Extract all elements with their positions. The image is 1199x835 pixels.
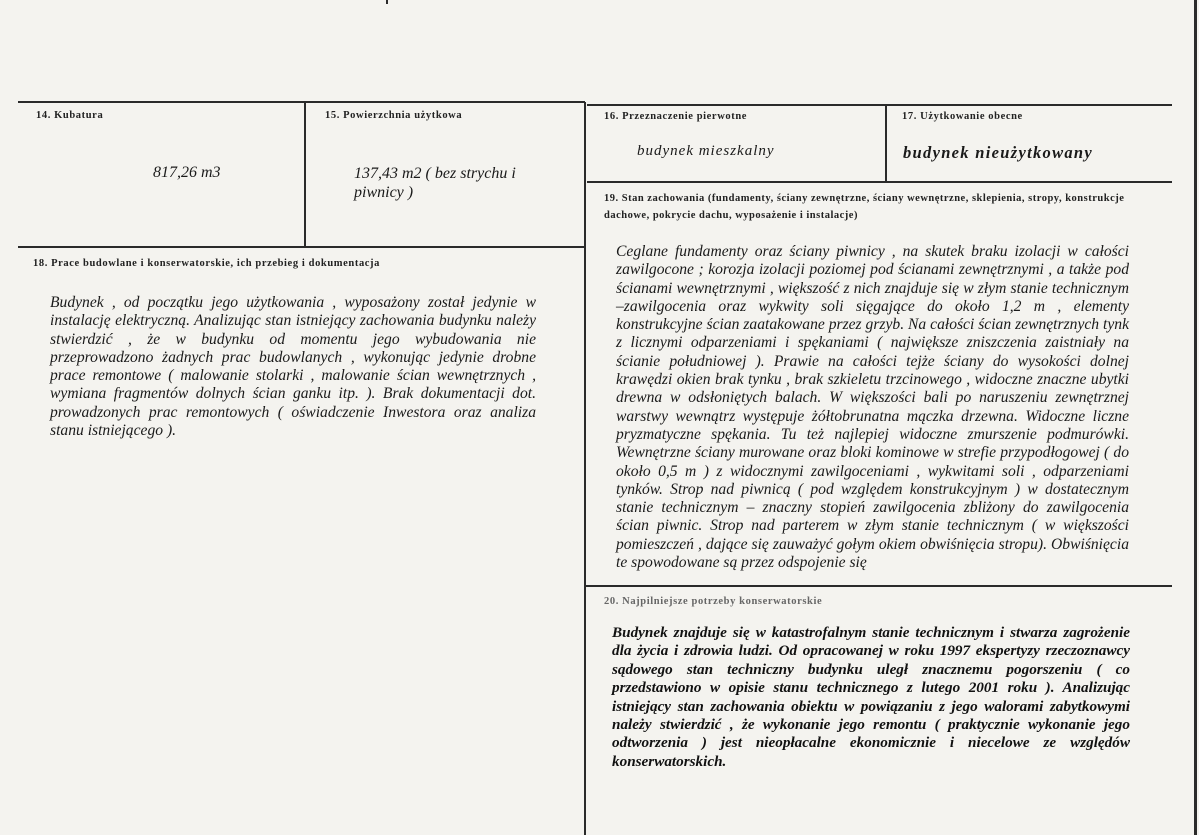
kubatura-value: 817,26 m3	[153, 164, 221, 181]
top-rule-right	[587, 104, 1172, 106]
top-rule-left	[18, 101, 585, 103]
przeznaczenie-value: budynek mieszkalny	[637, 143, 775, 159]
prace-budowlane-label: 18. Prace budowlane i konserwatorskie, ich przebieg i dokumentacja	[33, 258, 381, 269]
stan-zachowania-label: 19. Stan zachowania (fundamenty, ściany zewnętrzne, ściany wewnętrzne, sklepienia, stropy, konstrukcje dachowe, pokrycie dachu, wyposażenie i instalacje)	[604, 193, 1125, 221]
stan-zachowania-text: Ceglane fundamenty oraz ściany piwnicy , na skutek braku izolacji w całości zawilgocone ; korozja izolacji poziomej pod ścianami zewnętrznymi , a także pod ścianami wewnętrznymi , większość z nich znajduje się w złym stanie technicznym –zawilgocenia oraz wykwity soli sięgające do około 1,2 m , elementy konstrukcyjne ścian zaatakowane przez grzyb. Na całości ścian zewnętrznych tynk z licznymi odparzeniami i spękaniami ( największe zniszczenia zaistniały na ścianie południowej ). Prawie na całości tejże ściany do wysokości dolnej krawędzi okien brak tynku , brak szkieletu trzcinowego , widoczne znaczne ubytki drewna w odsłoniętych balach. W większości bali po naruszeniu zewnętrznej warstwy wewnątrz występuje żółtobrunatna mączka drzewna. Widoczne liczne pryzmatyczne spękania. Tu też najlepiej widoczne zmurszenie podmurówki. Wewnętrzne ściany murowane oraz bloki kominowe w strefie przypodłogowej ( do około 0,5 m ) z widocznymi zawilgoceniami , wykwitami soli , odparzeniami tynków. Strop nad piwnicą ( pod względem konstrukcyjnym ) w dostatecznym stanie technicznym – znaczny stopień zawilgocenia zbliżony do zawilgocenia ścian piwnic. Strop nad parterem w złym stanie technicznym ( w większości pomieszczeń , dające się zauważyć gołym okiem obwiśnięcia stropu). Obwiśnięcia te spowodowane są przez odspojenie się	[616, 243, 1129, 572]
przeznaczenie-label: 16. Przeznaczenie pierwotne	[604, 111, 748, 122]
potrzeby-label: 20. Najpilniejsze potrzeby konserwatorskie	[604, 596, 823, 607]
powierzchnia-label: 15. Powierzchnia użytkowa	[325, 110, 463, 121]
divider-left-right	[584, 102, 586, 835]
powierzchnia-value: 137,43 m2 ( bez strychu i piwnicy )	[354, 165, 516, 201]
stan-zachowania-clip	[612, 243, 1132, 587]
prace-budowlane-text: Budynek , od początku jego użytkowania , wyposażony został jedynie w instalację elektryczną. Analizując stan istniejący zachowania budynku należy stwierdzić , że w budynku od momentu jego wybudowania nie przeprowadzono żadnych prac budowlanych , wykonując jedynie drobne prace remontowe ( malowanie stolarki , malowanie ścian wewnętrznych , wymiana fragmentów dolnych ścian ganku itp. ). Brak dokumentacji dot. prowadzonych prac remontowych ( oświadczenie Inwestora oraz analiza stanu istniejącego ).	[50, 294, 536, 440]
kubatura-label: 14. Kubatura	[36, 110, 104, 121]
rule-below-16-17	[587, 181, 1172, 183]
potrzeby-text: Budynek znajduje się w katastrofalnym stanie technicznym i stwarza zagrożenie dla życia i zdrowia ludzi. Od opracowanej w roku 1997 ekspertyzy rzeczoznawcy sądowego stan techniczny budynku uległ znacznemu pogorszeniu ( co przedstawiono w opisie stanu technicznego z lutego 2001 roku ). Analizując istniejący stan zachowania obiektu w powiązaniu z jego walorami zabytkowymi należy stwierdzić , że wykonanie jego remontu ( praktycznie wykonanie jego odtworzenia ) jest nieopłacalne ekonomicznie i niecelowe ze względów konserwatorskich.	[612, 624, 1130, 770]
rule-above-18	[18, 246, 586, 248]
uzytkowanie-value: budynek nieużytkowany	[903, 143, 1094, 162]
page-right-edge	[1194, 0, 1197, 835]
divider-16-17	[885, 105, 887, 182]
page-top-tick	[386, 0, 388, 4]
uzytkowanie-label: 17. Użytkowanie obecne	[902, 111, 1023, 122]
divider-14-15	[304, 102, 306, 248]
